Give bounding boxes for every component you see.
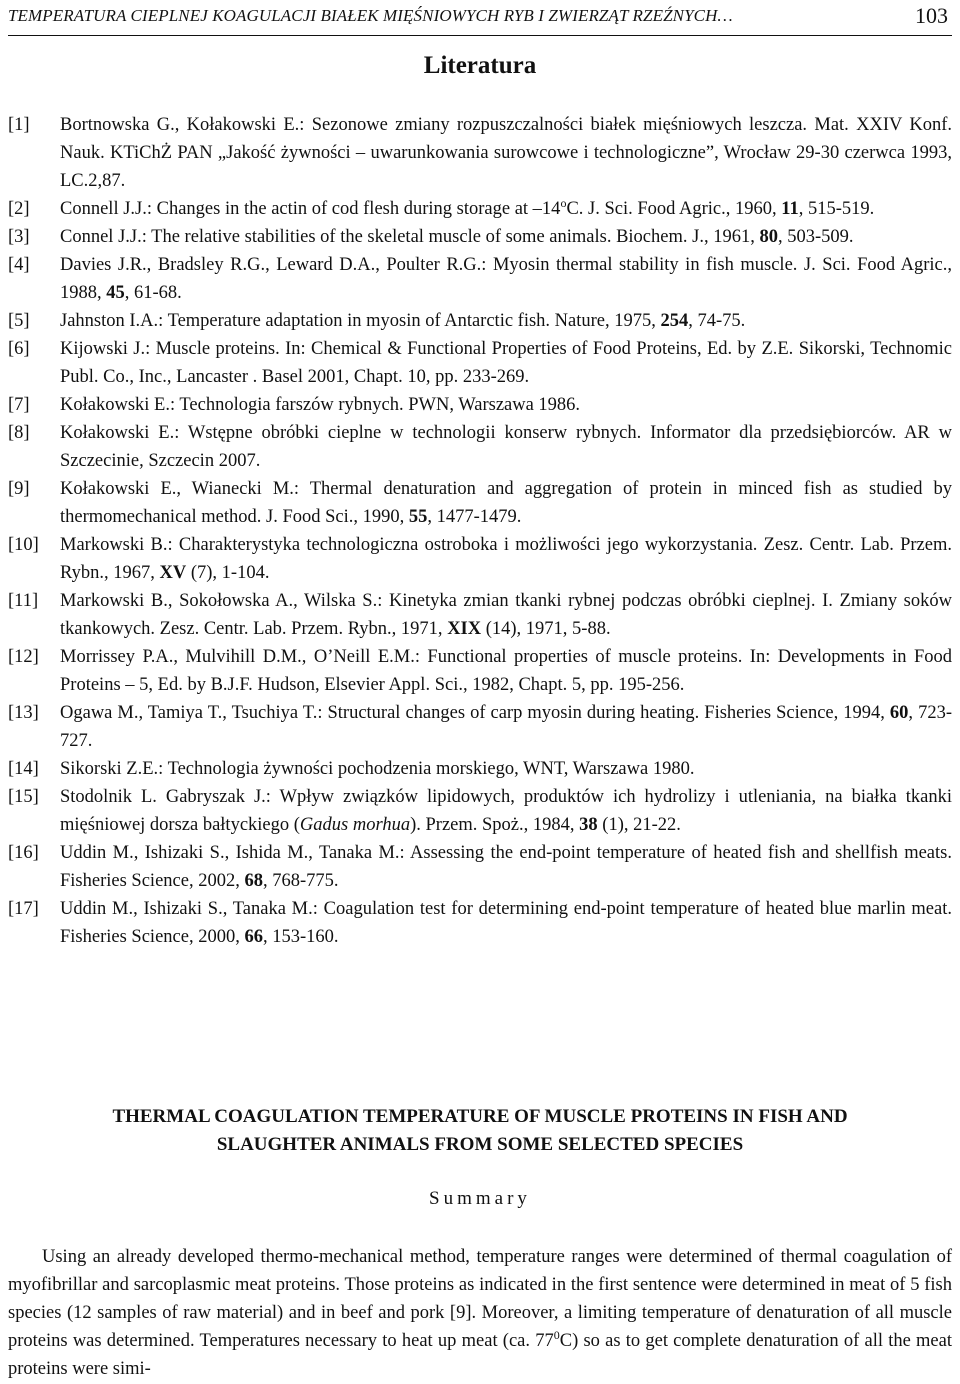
reference-item [8, 251, 952, 307]
text-segment: Markowski B., Sokołowska A., Wilska S.: Kinetyka zmian tkanki rybnej podczas obróbki cieplnej. I. Zmiany soków tkankowych. Zesz. Centr. Lab. Przem. Rybn., 1971, [60, 591, 952, 639]
reference-number: [10] [8, 535, 39, 555]
text-segment: , 515-519. [798, 199, 875, 219]
reference-text [60, 899, 952, 947]
text-segment: Ogawa M., Tamiya T., Tsuchiya T.: Structural changes of carp myosin during heating. Fisheries Science, 1994, [60, 703, 890, 723]
text-segment: (7), 1-104. [186, 563, 270, 583]
reference-text [60, 227, 854, 247]
text-segment: Kołakowski E., Wianecki M.: Thermal denaturation and aggregation of protein in minced fish as studied by thermomechanical method. J. Food Sci., 1990, [60, 479, 952, 527]
text-segment: (14), 1971, 5-88. [481, 619, 611, 639]
text-segment: , 1477-1479. [427, 507, 522, 527]
reference-number: [16] [8, 843, 39, 863]
header-rule [8, 35, 952, 36]
species-name: Gadus morhua [299, 815, 411, 835]
reference-item [8, 699, 952, 755]
reference-text [60, 115, 952, 191]
text-segment: , 74-75. [688, 311, 746, 331]
text-segment: Sikorski Z.E.: Technologia żywności pochodzenia morskiego, WNT, Warszawa 1980. [60, 759, 695, 779]
reference-number: [3] [8, 227, 30, 247]
text-segment: Kijowski J.: Muscle proteins. In: Chemical & Functional Properties of Food Proteins, Ed. by Z.E. Sikorski, Technomic Publ. Co., Inc., Lancaster . Basel 2001, Chapt. 10, pp. 233-269. [60, 339, 952, 387]
text-segment: , 153-160. [262, 927, 339, 947]
running-head [8, 4, 952, 38]
reference-text [60, 311, 745, 331]
volume-number: XV [159, 563, 187, 583]
reference-number: [1] [8, 115, 30, 135]
reference-text [60, 479, 952, 527]
reference-number: [8] [8, 423, 30, 443]
reference-number: [5] [8, 311, 30, 331]
reference-text [60, 843, 952, 891]
text-segment: Uddin M., Ishizaki S., Tanaka M.: Coagulation test for determining end-point temperature of heated blue marlin meat. Fisheries Science, 2000, [60, 899, 952, 947]
reference-number: [6] [8, 339, 30, 359]
reference-item [8, 111, 952, 195]
reference-text [60, 195, 875, 219]
volume-number: 38 [579, 815, 598, 835]
reference-item [8, 587, 952, 643]
text-segment: Connell J.J.: Changes in the actin of cod flesh during storage at –14 [60, 199, 561, 219]
text-segment: Uddin M., Ishizaki S., Ishida M., Tanaka M.: Assessing the end-point temperature of heated fish and shellfish meats. Fisheries Science, 2002, [60, 843, 952, 891]
text-segment: Bortnowska G., Kołakowski E.: Sezonowe zmiany rozpuszczalności białek mięśniowych leszcza. Mat. XXIV Konf. Nauk. KTiChŻ PAN „Jakość żywności – uwarunkowania surowcowe i technologiczne”, Wrocław 29-30 czerwca 1993, LC.2,87. [60, 115, 952, 191]
text-segment: Jahnston I.A.: Temperature adaptation in myosin of Antarctic fish. Nature, 1975, [60, 311, 661, 331]
english-title-line-2: SLAUGHTER ANIMALS FROM SOME SELECTED SPECIES [216, 1134, 744, 1155]
reference-item [8, 895, 952, 951]
page-number: 103 [915, 3, 948, 28]
superscript: 0 [553, 1327, 560, 1342]
reference-item [8, 195, 952, 223]
reference-item [8, 531, 952, 587]
reference-item [8, 307, 952, 335]
text-segment: Kołakowski E.: Wstępne obróbki cieplne w technologii konserw rybnych. Informator dla przedsiębiorców. AR w Szczecinie, Szczecin 2007. [60, 423, 952, 471]
reference-item [8, 755, 952, 783]
text-segment: Using an already developed thermo-mechanical method, temperature ranges were determined of thermal coagulation of myofibrillar and sarcoplasmic meat proteins. Those proteins as indicated in the first sentence were determined in meat of 5 fish species (12 samples of raw material) and in beef and pork [9]. Moreover, a limiting temperature of denaturation of all muscle proteins was determined. Temperatures necessary to heat up meat (ca. 77 [8, 1247, 952, 1351]
text-segment: C) so as to get complete denaturation of all the meat proteins were simi- [8, 1331, 952, 1379]
text-segment: Markowski B.: Charakterystyka technologiczna ostroboka i możliwości jego wykorzystania. Zesz. Centr. Lab. Przem. Rybn., 1967, [60, 535, 952, 583]
reference-text [60, 647, 952, 695]
section-title: Literatura [423, 52, 537, 79]
volume-number: 60 [889, 703, 909, 723]
reference-text [60, 787, 952, 835]
english-title [0, 1103, 960, 1159]
reference-number: [9] [8, 479, 30, 499]
reference-text [60, 591, 952, 639]
reference-list [8, 111, 952, 951]
reference-number: [13] [8, 703, 39, 723]
volume-number: 66 [244, 927, 263, 947]
text-segment: (1), 21-22. [597, 815, 681, 835]
reference-item [8, 335, 952, 391]
reference-item [8, 643, 952, 699]
reference-number: [4] [8, 255, 30, 275]
volume-number: 45 [106, 283, 125, 303]
reference-item [8, 783, 952, 839]
summary-heading: Summary [429, 1188, 531, 1209]
reference-item [8, 223, 952, 251]
text-segment: Davies J.R., Bradsley R.G., Leward D.A., Poulter R.G.: Myosin thermal stability in fish muscle. J. Sci. Food Agric., 1988, [60, 255, 952, 303]
reference-number: [11] [8, 591, 39, 611]
reference-number: [14] [8, 759, 39, 779]
reference-item [8, 839, 952, 895]
reference-text [60, 703, 952, 751]
reference-text [60, 423, 952, 471]
text-segment: Morrissey P.A., Mulvihill D.M., O’Neill E.M.: Functional properties of muscle proteins. In: Developments in Food Proteins – 5, Ed. by B.J.F. Hudson, Elsevier Appl. Sci., 1982, Chapt. 5, pp. 195-256. [60, 647, 952, 695]
reference-text [60, 759, 694, 779]
reference-item [8, 419, 952, 475]
reference-number: [7] [8, 395, 30, 415]
text-segment: C. J. Sci. Food Agric., 1960, [566, 199, 782, 219]
volume-number: 11 [781, 199, 799, 219]
reference-number: [2] [8, 199, 30, 219]
superscript: o [560, 195, 567, 210]
volume-number: 55 [408, 507, 428, 527]
volume-number: 254 [660, 311, 689, 331]
text-segment: , 723-727. [60, 703, 952, 751]
running-title: TEMPERATURA CIEPLNEJ KOAGULACJI BIAŁEK MIĘŚNIOWYCH RYB I ZWIERZĄT RZEŹNYCH… [8, 6, 733, 25]
reference-number: [17] [8, 899, 39, 919]
text-segment: , 768-775. [262, 871, 339, 891]
english-title-line-1: THERMAL COAGULATION TEMPERATURE OF MUSCLE PROTEINS IN FISH AND [112, 1106, 848, 1127]
text-segment: Stodolnik L. Gabryszak J.: Wpływ związków lipidowych, produktów ich hydrolizy i utleniania, na białka tkanki mięśniowej dorsza bałtyckiego ( [60, 787, 952, 835]
reference-text [60, 339, 952, 387]
reference-number: [15] [8, 787, 39, 807]
volume-number: XIX [447, 619, 482, 639]
reference-item [8, 391, 952, 419]
reference-number: [12] [8, 647, 39, 667]
volume-number: 68 [244, 871, 263, 891]
reference-text [60, 395, 580, 415]
text-segment: ). Przem. Spoż., 1984, [410, 815, 580, 835]
text-segment: , 503-509. [777, 227, 854, 247]
text-segment: Connel J.J.: The relative stabilities of the skeletal muscle of some animals. Biochem. J., 1961, [60, 227, 760, 247]
summary-paragraph [8, 1243, 952, 1383]
reference-text [60, 535, 952, 583]
volume-number: 80 [759, 227, 778, 247]
text-segment: Kołakowski E.: Technologia farszów rybnych. PWN, Warszawa 1986. [60, 395, 581, 415]
text-segment: , 61-68. [124, 283, 182, 303]
reference-item [8, 475, 952, 531]
reference-text [60, 255, 952, 303]
